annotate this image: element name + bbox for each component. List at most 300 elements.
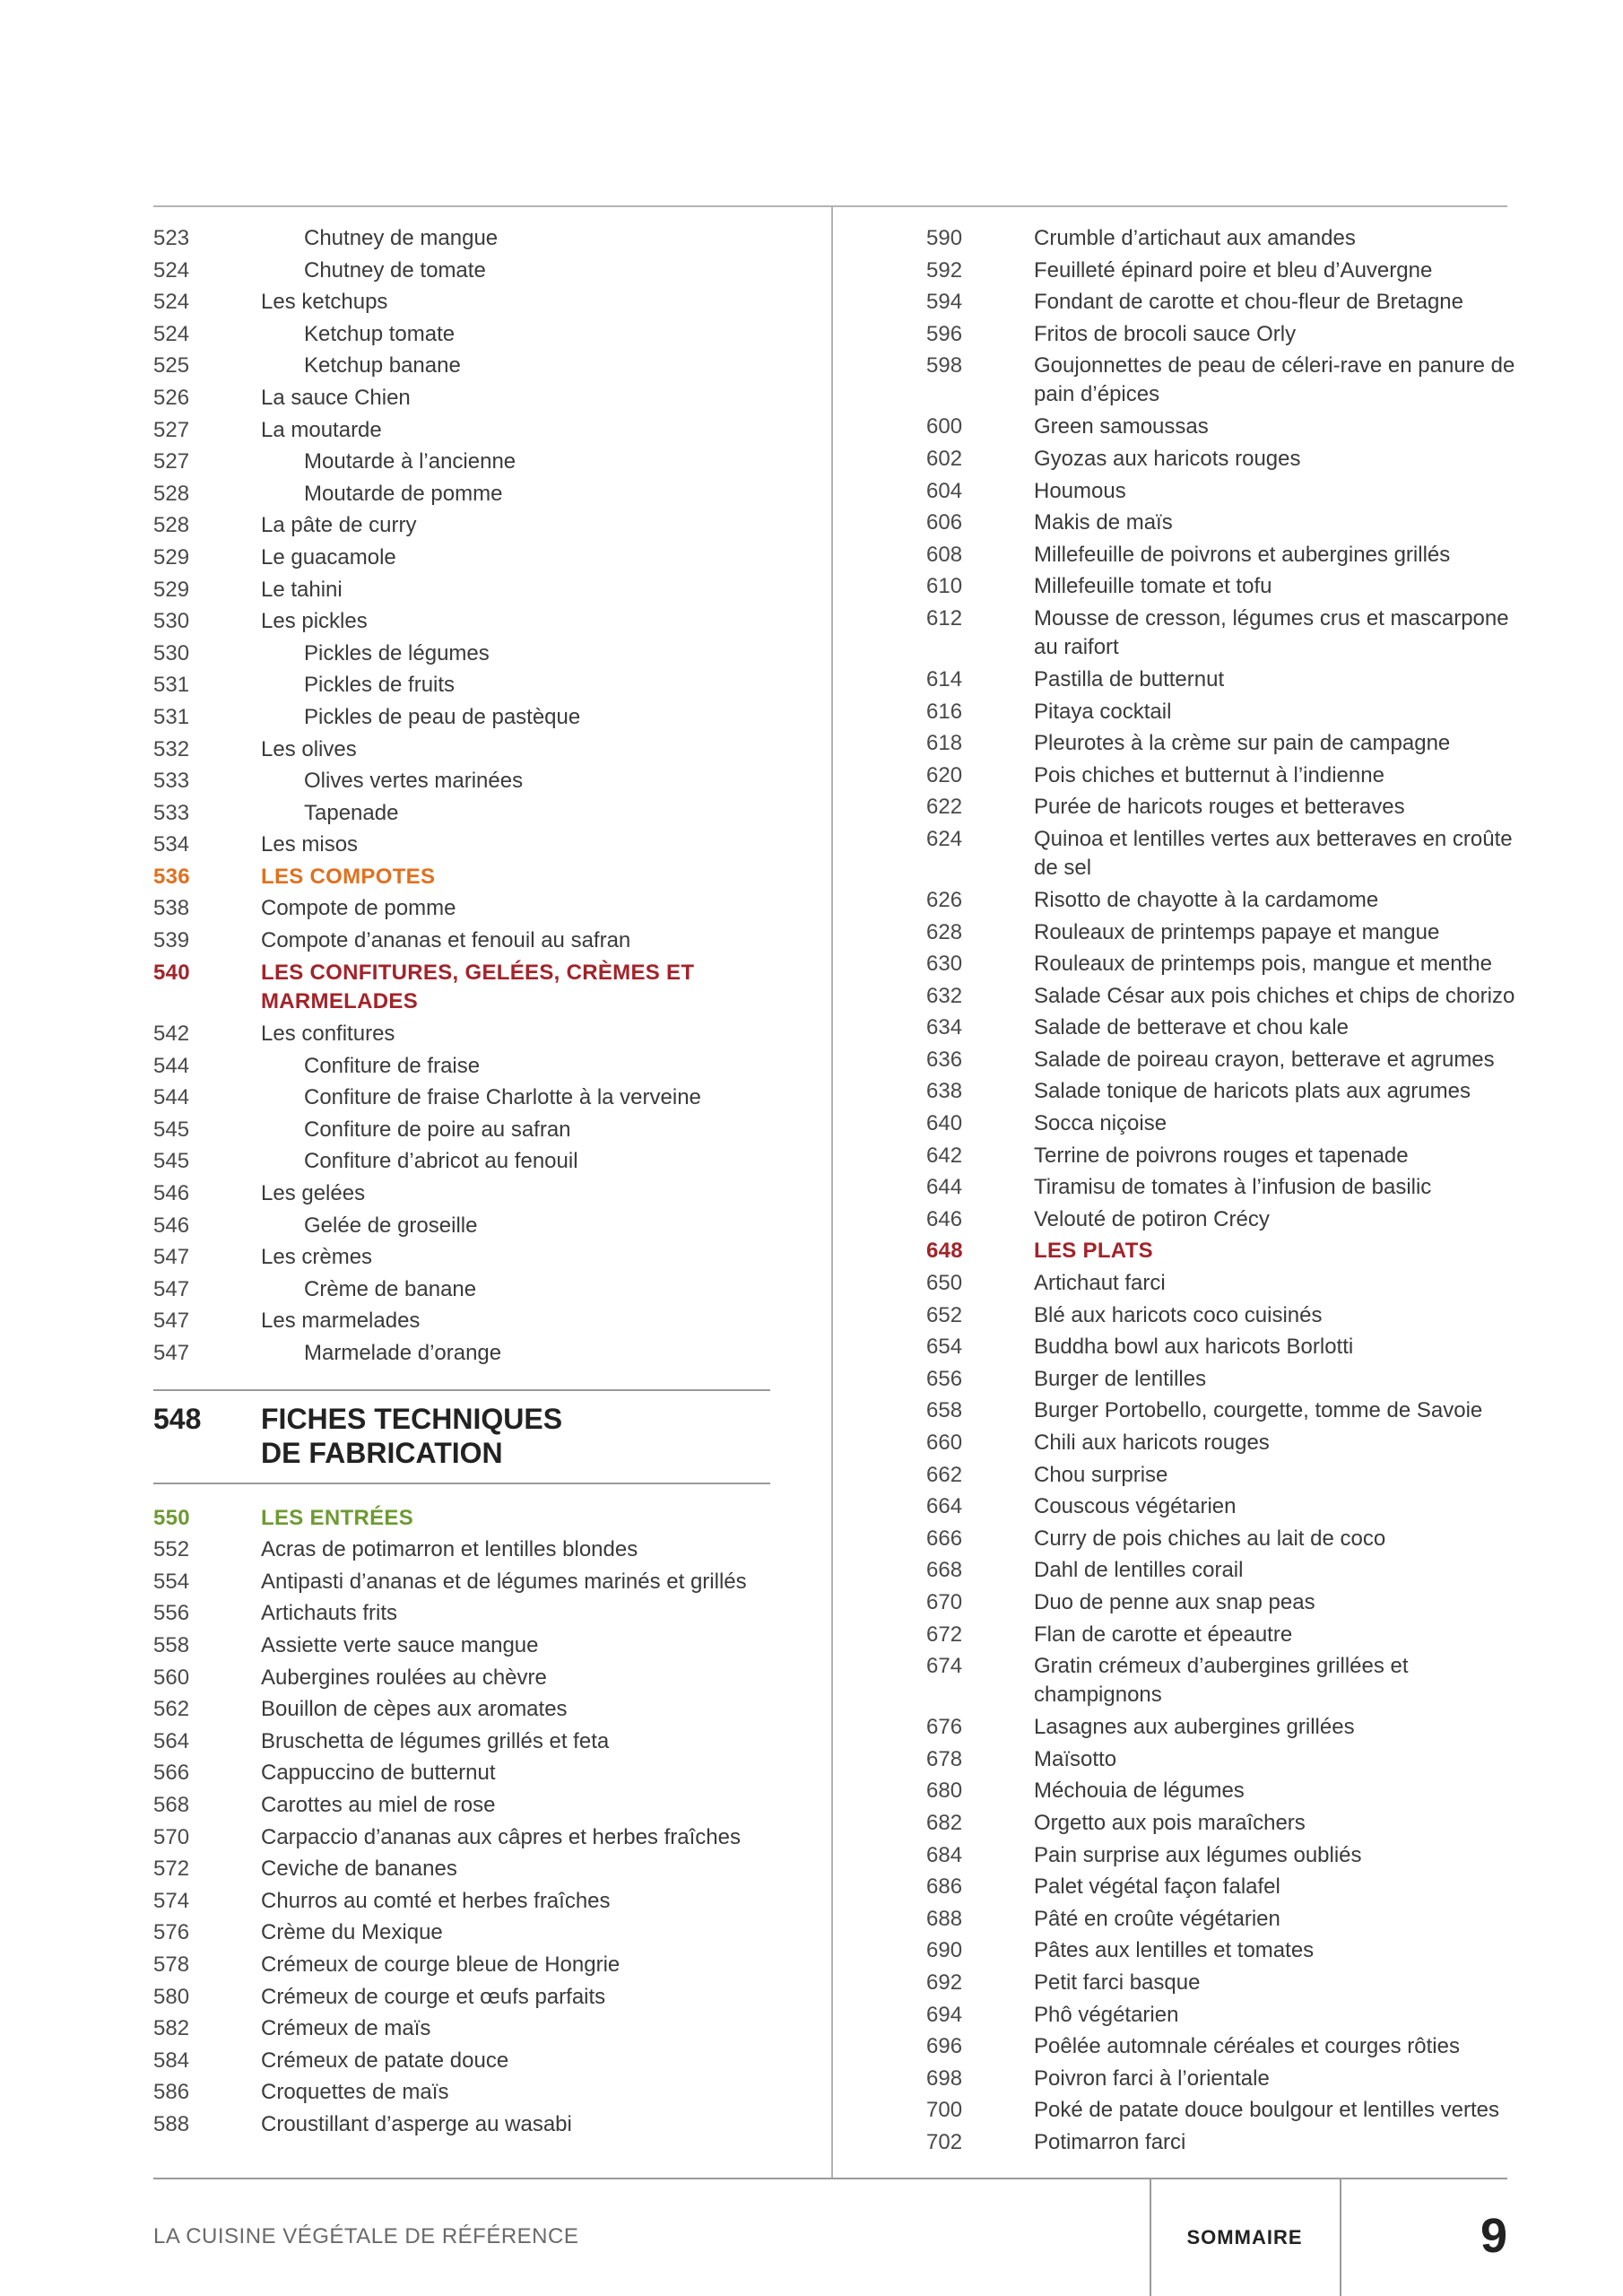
toc-entry-title: La pâte de curry xyxy=(261,513,417,538)
toc-entry xyxy=(926,1204,1518,1236)
toc-entry xyxy=(926,1395,1518,1427)
toc-page-number: 539 xyxy=(153,928,190,953)
toc-entry-title: Churros au comté et herbes fraîches xyxy=(261,1888,611,1913)
toc-entry-title: Salade César aux pois chiches et chips de chorizo xyxy=(1034,983,1515,1008)
toc-entry xyxy=(926,2031,1518,2063)
toc-entry-title: Croustillant d’asperge au wasabi xyxy=(261,2111,572,2136)
toc-entry-title: Confiture de fraise xyxy=(304,1053,481,1078)
toc-page-number: 547 xyxy=(153,1341,190,1365)
toc-entry-title: Chutney de mangue xyxy=(304,226,499,250)
toc-page-number: 570 xyxy=(153,1824,190,1849)
toc-page-number: 630 xyxy=(926,952,963,977)
toc-entry xyxy=(926,1331,1518,1363)
toc-entry xyxy=(153,2013,772,2045)
toc-entry-title: Pickles de fruits xyxy=(304,673,456,698)
toc-entry-title: Burger de lentilles xyxy=(1034,1366,1207,1391)
toc-entry-title: Mousse de cresson, légumes crus et mascarpone au raifort xyxy=(1034,605,1509,659)
toc-page-number: 698 xyxy=(926,2066,963,2091)
toc-entry-title: Assiette verte sauce mangue xyxy=(261,1632,539,1657)
toc-page-number: 682 xyxy=(926,1810,963,1835)
toc-entry xyxy=(153,1018,772,1050)
toc-entry xyxy=(153,1630,772,1662)
toc-entry xyxy=(153,2045,772,2077)
toc-entry xyxy=(926,1300,1518,1332)
toc-entry xyxy=(926,350,1518,411)
toc-page-number: 618 xyxy=(926,731,963,756)
toc-page-number: 568 xyxy=(153,1792,190,1817)
toc-entry xyxy=(153,1050,772,1083)
toc-entry xyxy=(926,760,1518,792)
toc-entry-title: Pâté en croûte végétarien xyxy=(1034,1906,1280,1931)
toc-page-number: 545 xyxy=(153,1117,190,1142)
toc-entry xyxy=(153,382,772,414)
toc-entry-title: Risotto de chayotte à la cardamome xyxy=(1034,887,1379,912)
toc-entry xyxy=(926,1108,1518,1140)
toc-page-number: 533 xyxy=(153,769,190,794)
column-divider xyxy=(831,206,833,2179)
toc-page-number: 572 xyxy=(153,1857,190,1882)
toc-entry-title: Terrine de poivrons rouges et tapenade xyxy=(1034,1143,1409,1168)
toc-entry xyxy=(926,286,1518,318)
toc-entry-title: Crémeux de maïs xyxy=(261,2016,431,2041)
toc-page-number: 674 xyxy=(926,1654,963,1679)
toc-entry-title: Antipasti d’ananas et de légumes marinés et grillés xyxy=(261,1569,747,1594)
toc-page-number: 560 xyxy=(153,1665,190,1690)
toc-entry-title: Rouleaux de printemps pois, mangue et menthe xyxy=(1034,952,1492,977)
toc-page-number: 531 xyxy=(153,704,190,729)
toc-page-number: 640 xyxy=(926,1111,963,1136)
toc-entry-title: Poivron farci à l’orientale xyxy=(1034,2066,1270,2091)
toc-entry-title: Salade tonique de haricots plats aux agrumes xyxy=(1034,1079,1471,1104)
toc-entry xyxy=(153,669,772,701)
toc-entry xyxy=(926,696,1518,728)
toc-entry xyxy=(153,1885,772,1918)
toc-page-number: 610 xyxy=(926,574,963,599)
toc-page-number: 638 xyxy=(926,1079,963,1104)
toc-page-number: 658 xyxy=(926,1398,963,1423)
toc-entry-title: Crème du Mexique xyxy=(261,1920,443,1945)
toc-entry xyxy=(153,1822,772,1854)
toc-page-number: 578 xyxy=(153,1952,190,1977)
toc-entry xyxy=(153,542,772,574)
toc-entry-title: Burger Portobello, courgette, tomme de Savoie xyxy=(1034,1398,1483,1423)
toc-page-number: 652 xyxy=(926,1302,963,1327)
toc-entry xyxy=(926,1839,1518,1872)
toc-page-number: 650 xyxy=(926,1271,963,1296)
toc-entry xyxy=(926,1012,1518,1044)
toc-entry-title: Olives vertes marinées xyxy=(304,769,524,794)
toc-entry xyxy=(153,2076,772,2109)
toc-page-number: 538 xyxy=(153,896,190,921)
toc-entry-title: Crumble d’artichaut aux amandes xyxy=(1034,226,1356,250)
toc-entry xyxy=(926,1363,1518,1396)
toc-page-number: 544 xyxy=(153,1053,190,1078)
toc-entry xyxy=(153,574,772,606)
toc-entry-title: Carpaccio d’ananas aux câpres et herbes fraîches xyxy=(261,1824,741,1849)
toc-page-number: 547 xyxy=(153,1245,190,1270)
toc-list-sauces xyxy=(153,222,772,1370)
toc-page-number: 590 xyxy=(926,226,963,250)
toc-entry-title: Orgetto aux pois maraîchers xyxy=(1034,1810,1306,1835)
toc-entry-title: Le tahini xyxy=(261,577,343,602)
toc-page-number: 545 xyxy=(153,1149,190,1174)
footer-rule xyxy=(153,2178,1507,2179)
toc-entry-title: Chili aux haricots rouges xyxy=(1034,1431,1270,1455)
toc-entry-title: Couscous végétarien xyxy=(1034,1494,1237,1519)
toc-entry xyxy=(926,603,1518,664)
toc-entry xyxy=(153,829,772,861)
toc-entry xyxy=(926,1619,1518,1651)
fiches-title-line2: DE FABRICATION xyxy=(261,1436,503,1469)
toc-entry xyxy=(153,957,772,1018)
toc-entry-title: Crémeux de courge et œufs parfaits xyxy=(261,1984,606,2009)
toc-page-number: 531 xyxy=(153,673,190,698)
toc-list-plats xyxy=(926,222,1518,2158)
toc-entry xyxy=(926,507,1518,539)
toc-entry-title: Green samoussas xyxy=(1034,414,1209,439)
toc-entry xyxy=(153,1662,772,1694)
toc-entry xyxy=(926,2063,1518,2095)
toc-entry-title: Pleurotes à la crème sur pain de campagne xyxy=(1034,731,1451,756)
toc-entry xyxy=(153,446,772,478)
toc-entry-title: Le guacamole xyxy=(261,544,396,570)
toc-entry xyxy=(926,1171,1518,1204)
toc-page-number: 646 xyxy=(926,1206,963,1231)
toc-page-number: 670 xyxy=(926,1589,963,1614)
toc-entry xyxy=(153,509,772,542)
toc-entry xyxy=(926,255,1518,287)
toc-entry xyxy=(153,286,772,318)
toc-page-number: 672 xyxy=(926,1622,963,1647)
toc-page-number: 576 xyxy=(153,1920,190,1945)
toc-entry-title: Pickles de peau de pastèque xyxy=(304,704,581,729)
toc-entry xyxy=(926,443,1518,475)
toc-list-entrees xyxy=(153,1502,772,2141)
toc-entry-title: Les olives xyxy=(261,736,357,761)
toc-entry-title: Confiture de fraise Charlotte à la verveine xyxy=(304,1085,701,1110)
toc-entry xyxy=(153,1337,772,1370)
toc-page-number: 546 xyxy=(153,1213,190,1238)
toc-entry-title: Moutarde à l’ancienne xyxy=(304,449,516,474)
toc-page-number: 564 xyxy=(153,1728,190,1753)
toc-entry xyxy=(153,1917,772,1949)
toc-entry xyxy=(153,1949,772,1981)
toc-page-number: 620 xyxy=(926,762,963,787)
toc-entry xyxy=(926,948,1518,980)
toc-entry-title: Palet végétal façon falafel xyxy=(1034,1874,1280,1900)
toc-entry-title: Potimarron farci xyxy=(1034,2129,1186,2154)
toc-entry-title: Moutarde de pomme xyxy=(304,481,503,506)
toc-page-number: 536 xyxy=(153,864,190,889)
toc-entry xyxy=(926,2094,1518,2126)
toc-entry-title: Les confitures xyxy=(261,1022,395,1047)
toc-entry-title: Houmous xyxy=(1034,478,1126,503)
toc-page-number: 616 xyxy=(926,699,963,724)
toc-page-number: 600 xyxy=(926,414,963,439)
toc-entry xyxy=(926,1807,1518,1839)
fiches-techniques-heading xyxy=(153,1389,770,1484)
toc-entry-title: Crème de banane xyxy=(304,1276,477,1301)
toc-entry xyxy=(926,1267,1518,1300)
toc-page-number: 622 xyxy=(926,795,963,820)
toc-page-number: 624 xyxy=(926,826,963,851)
toc-entry-title: Petit farci basque xyxy=(1034,1970,1201,1995)
toc-entry xyxy=(153,797,772,830)
toc-entry-title: Ketchup tomate xyxy=(304,321,456,346)
toc-page-number: 688 xyxy=(926,1906,963,1931)
toc-entry xyxy=(153,765,772,797)
toc-entry-title: LES ENTRÉES xyxy=(261,1505,413,1530)
toc-page-number: 586 xyxy=(153,2080,190,2105)
toc-entry-title: Bruschetta de légumes grillés et feta xyxy=(261,1728,610,1753)
toc-page-number: 636 xyxy=(926,1047,963,1072)
toc-entry-title: Les crèmes xyxy=(261,1245,373,1270)
toc-entry-title: Confiture d’abricot au fenouil xyxy=(304,1149,578,1174)
toc-entry xyxy=(926,411,1518,443)
toc-entry-title: Poké de patate douce boulgour et lentilles vertes xyxy=(1034,2098,1500,2123)
toc-entry-title: Socca niçoise xyxy=(1034,1111,1167,1136)
toc-entry xyxy=(926,2126,1518,2159)
toc-entry xyxy=(926,1523,1518,1555)
toc-entry-title: Crémeux de patate douce xyxy=(261,2048,509,2073)
toc-page-number: 696 xyxy=(926,2034,963,2059)
toc-page-number: 525 xyxy=(153,353,190,378)
toc-entry xyxy=(926,1140,1518,1172)
toc-page-number: 598 xyxy=(926,353,963,378)
toc-page-number: 580 xyxy=(153,1984,190,2009)
toc-entry-title: Confiture de poire au safran xyxy=(304,1117,571,1142)
toc-entry-title: Ketchup banane xyxy=(304,353,461,378)
toc-entry xyxy=(926,1044,1518,1076)
toc-page-number: 592 xyxy=(926,257,963,283)
toc-entry xyxy=(926,222,1518,255)
toc-page-number: 660 xyxy=(926,1431,963,1455)
toc-entry xyxy=(926,1554,1518,1587)
toc-page-number: 582 xyxy=(153,2016,190,2041)
toc-page-number: 608 xyxy=(926,542,963,567)
toc-entry-title: Artichaut farci xyxy=(1034,1271,1166,1296)
toc-page-number: 558 xyxy=(153,1632,190,1657)
toc-page-number: 524 xyxy=(153,321,190,346)
toc-entry xyxy=(153,350,772,382)
toc-entry xyxy=(926,823,1518,884)
toc-page-number: 664 xyxy=(926,1494,963,1519)
toc-page-number: 686 xyxy=(926,1874,963,1900)
toc-entry-title: Méchouia de légumes xyxy=(1034,1779,1245,1804)
toc-entry-title: Fritos de brocoli sauce Orly xyxy=(1034,321,1297,346)
toc-entry xyxy=(926,1999,1518,2031)
toc-page-number: 552 xyxy=(153,1537,190,1562)
toc-entry xyxy=(153,255,772,287)
toc-entry xyxy=(926,1775,1518,1807)
toc-entry-title: Artichauts frits xyxy=(261,1601,398,1626)
toc-entry-title: Velouté de potiron Crécy xyxy=(1034,1206,1270,1231)
toc-entry xyxy=(153,1274,772,1306)
top-rule xyxy=(153,205,1507,207)
toc-page-number: 574 xyxy=(153,1888,190,1913)
toc-entry-title: La sauce Chien xyxy=(261,385,411,410)
toc-page-number: 562 xyxy=(153,1697,190,1722)
toc-entry-title: Crémeux de courge bleue de Hongrie xyxy=(261,1952,621,1977)
toc-page-number: 644 xyxy=(926,1175,963,1200)
toc-page-number: 528 xyxy=(153,481,190,506)
toc-entry-title: Gratin crémeux d’aubergines grillées et champignons xyxy=(1034,1654,1409,1708)
toc-entry-title: Marmelade d’orange xyxy=(304,1341,502,1365)
toc-entry-title: Pois chiches et butternut à l’indienne xyxy=(1034,762,1384,787)
toc-entry xyxy=(926,475,1518,508)
toc-entry-title: Cappuccino de butternut xyxy=(261,1761,496,1786)
toc-entry xyxy=(153,734,772,766)
toc-entry-title: Les gelées xyxy=(261,1181,366,1206)
toc-page-number: 527 xyxy=(153,449,190,474)
toc-entry-title: Millefeuille de poivrons et aubergines grillés xyxy=(1034,542,1451,567)
toc-entry-title: Chutney de tomate xyxy=(304,257,486,283)
toc-page-number: 612 xyxy=(926,605,963,631)
toc-page-number: 668 xyxy=(926,1558,963,1583)
toc-entry xyxy=(153,1305,772,1337)
toc-entry-title: Salade de poireau crayon, betterave et agrumes xyxy=(1034,1047,1495,1072)
toc-entry-title: Curry de pois chiches au lait de coco xyxy=(1034,1526,1386,1551)
toc-page-number: 594 xyxy=(926,290,963,315)
toc-page-number: 690 xyxy=(926,1938,963,1963)
toc-page-number: 546 xyxy=(153,1181,190,1206)
toc-entry-title: Acras de potimarron et lentilles blondes xyxy=(261,1537,638,1562)
toc-entry-title: Salade de betterave et chou kale xyxy=(1034,1015,1349,1040)
toc-entry xyxy=(153,1114,772,1146)
toc-entry-title: Pain surprise aux légumes oubliés xyxy=(1034,1842,1362,1867)
toc-page-number: 566 xyxy=(153,1761,190,1786)
toc-entry-title: Quinoa et lentilles vertes aux betteraves en croûte de sel xyxy=(1034,826,1513,880)
toc-page-number: 684 xyxy=(926,1842,963,1867)
toc-entry-title: Chou surprise xyxy=(1034,1462,1168,1487)
toc-entry-title: Makis de maïs xyxy=(1034,510,1173,535)
toc-entry xyxy=(153,925,772,957)
section-label: SOMMAIRE xyxy=(1186,2226,1303,2248)
toc-page-number: 530 xyxy=(153,640,190,665)
toc-entry xyxy=(153,1981,772,2013)
toc-entry xyxy=(153,1693,772,1726)
toc-entry-title: Gelée de groseille xyxy=(304,1213,478,1238)
toc-entry-title: Pickles de légumes xyxy=(304,640,490,665)
toc-page-number: 628 xyxy=(926,919,963,944)
toc-entry xyxy=(926,1491,1518,1523)
toc-entry-title: Carottes au miel de rose xyxy=(261,1792,496,1817)
toc-entry-title: Flan de carotte et épeautre xyxy=(1034,1622,1293,1647)
toc-entry xyxy=(926,1903,1518,1935)
toc-entry-title: Millefeuille tomate et tofu xyxy=(1034,574,1272,599)
toc-entry xyxy=(153,1502,772,1535)
toc-entry-title: Blé aux haricots coco cuisinés xyxy=(1034,1302,1323,1327)
toc-page-number: 676 xyxy=(926,1715,963,1740)
toc-entry-title: Les pickles xyxy=(261,609,368,634)
toc-page-number: 626 xyxy=(926,887,963,912)
toc-entry xyxy=(926,664,1518,696)
toc-entry-title: LES CONFITURES, GELÉES, CRÈMES ET MARMELADES xyxy=(261,961,695,1014)
toc-entry xyxy=(926,1075,1518,1108)
toc-entry xyxy=(153,701,772,734)
toc-page-number: 533 xyxy=(153,800,190,825)
toc-entry xyxy=(153,605,772,638)
toc-entry xyxy=(153,638,772,670)
toc-entry-title: LES PLATS xyxy=(1034,1239,1153,1264)
fiches-page-number: 548 xyxy=(153,1402,202,1435)
toc-entry-title: Tiramisu de tomates à l’infusion de basilic xyxy=(1034,1175,1432,1200)
toc-page-number: 529 xyxy=(153,544,190,570)
toc-entry xyxy=(926,1427,1518,1459)
toc-page-number: 524 xyxy=(153,290,190,315)
toc-entry xyxy=(153,2109,772,2141)
toc-entry xyxy=(153,1789,772,1822)
toc-entry xyxy=(926,1587,1518,1619)
toc-page-number: 523 xyxy=(153,226,190,250)
toc-entry xyxy=(153,1757,772,1789)
toc-entry xyxy=(153,478,772,510)
toc-entry-title: LES COMPOTES xyxy=(261,864,436,889)
toc-page-number: 678 xyxy=(926,1746,963,1771)
toc-entry-title: Compote d’ananas et fenouil au safran xyxy=(261,928,631,953)
toc-entry xyxy=(926,1650,1518,1711)
toc-page-number: 692 xyxy=(926,1970,963,1995)
toc-entry-title: Feuilleté épinard poire et bleu d’Auvergne xyxy=(1034,257,1433,283)
toc-page-number: 532 xyxy=(153,736,190,761)
toc-page-number: 524 xyxy=(153,257,190,283)
toc-right-column xyxy=(926,222,1518,2158)
toc-entry xyxy=(153,1210,772,1242)
toc-page-number: 544 xyxy=(153,1085,190,1110)
book-title: LA CUISINE VÉGÉTALE DE RÉFÉRENCE xyxy=(153,2224,579,2248)
toc-page-number: 642 xyxy=(926,1143,963,1168)
toc-entry xyxy=(153,1082,772,1114)
toc-entry xyxy=(153,1597,772,1630)
toc-entry xyxy=(926,1459,1518,1492)
toc-page-number: 550 xyxy=(153,1505,190,1530)
toc-entry xyxy=(926,1967,1518,1999)
toc-entry xyxy=(153,1145,772,1178)
toc-entry-title: La moutarde xyxy=(261,417,382,442)
toc-entry-title: Les marmelades xyxy=(261,1309,421,1334)
toc-entry xyxy=(153,892,772,925)
toc-entry xyxy=(926,727,1518,760)
toc-entry-title: Duo de penne aux snap peas xyxy=(1034,1589,1315,1614)
toc-page-number: 604 xyxy=(926,478,963,503)
toc-entry xyxy=(926,1744,1518,1776)
toc-entry-title: Rouleaux de printemps papaye et mangue xyxy=(1034,919,1440,944)
toc-entry xyxy=(926,1935,1518,1967)
toc-entry-title: Maïsotto xyxy=(1034,1746,1117,1771)
toc-page-number: 666 xyxy=(926,1526,963,1551)
toc-entry xyxy=(153,1726,772,1758)
toc-entry xyxy=(153,222,772,255)
toc-page-number: 547 xyxy=(153,1309,190,1334)
toc-page-number: 529 xyxy=(153,577,190,602)
toc-entry-title: Goujonnettes de peau de céleri-rave en panure de pain d’épices xyxy=(1034,353,1515,407)
toc-entry-title: Gyozas aux haricots rouges xyxy=(1034,446,1301,471)
toc-entry-title: Lasagnes aux aubergines grillées xyxy=(1034,1715,1355,1740)
toc-page-number: 526 xyxy=(153,385,190,410)
toc-page-number: 527 xyxy=(153,417,190,442)
toc-page-number: 654 xyxy=(926,1335,963,1360)
toc-entry xyxy=(926,318,1518,351)
toc-page-number: 528 xyxy=(153,513,190,538)
toc-entry-title: Pâtes aux lentilles et tomates xyxy=(1034,1938,1315,1963)
toc-page-number: 584 xyxy=(153,2048,190,2073)
toc-page-number: 606 xyxy=(926,510,963,535)
toc-entry xyxy=(926,791,1518,823)
toc-entry xyxy=(153,414,772,447)
toc-entry-title: Dahl de lentilles corail xyxy=(1034,1558,1244,1583)
toc-entry-title: Fondant de carotte et chou-fleur de Bretagne xyxy=(1034,290,1463,315)
toc-left-column xyxy=(153,222,772,2140)
